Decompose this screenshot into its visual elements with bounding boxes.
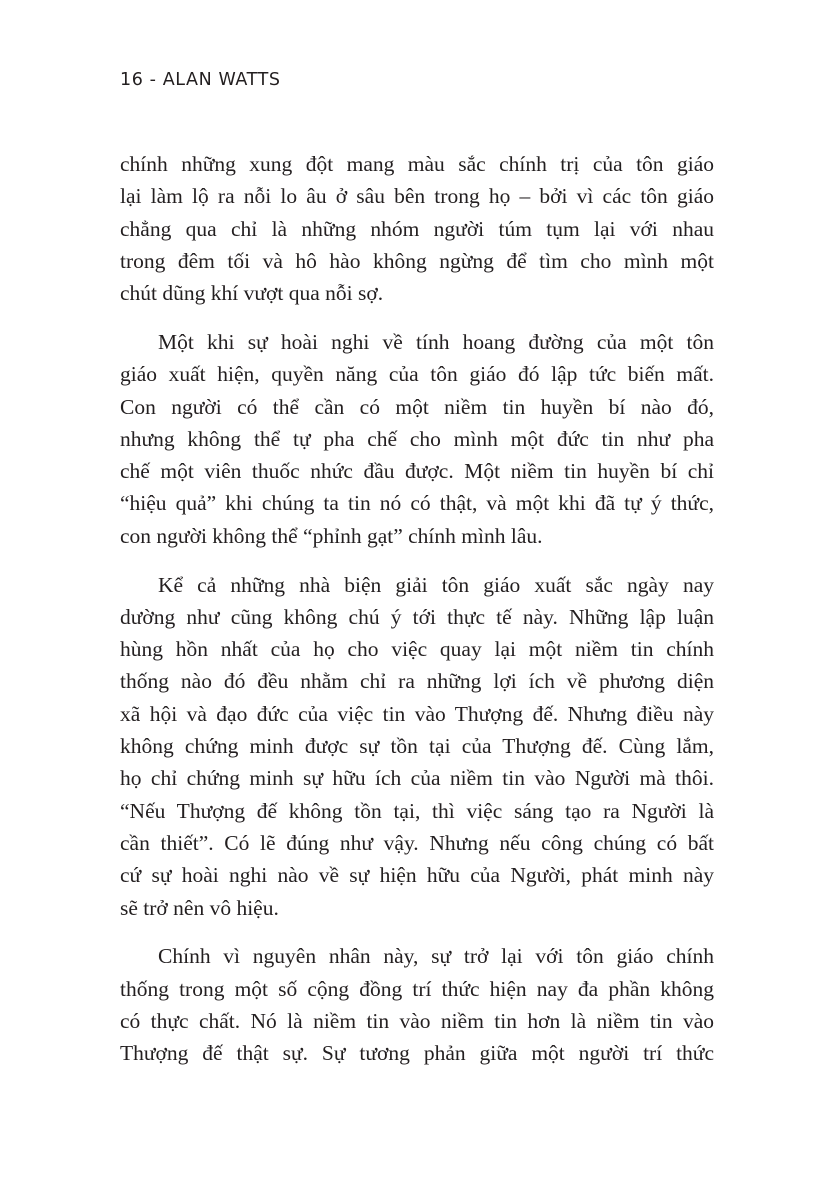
text-line: cứ sự hoài nghi nào về sự hiện hữu của Người, phát minh này — [120, 863, 714, 888]
text-line: cần thiết”. Có lẽ đúng như vậy. Nhưng nếu công chúng có bất — [120, 830, 714, 855]
text-line: con người không thể “phỉnh gạt” chính mình lâu. — [120, 523, 543, 548]
text-line: “hiệu quả” khi chúng ta tin nó có thật, và một khi đã tự ý thức, — [120, 491, 714, 516]
text-line: Con người có thể cần có một niềm tin huyền bí nào đó, — [120, 394, 714, 419]
text-line: sẽ trở nên vô hiệu. — [120, 895, 279, 920]
header-separator: - — [149, 70, 157, 90]
text-line: giáo xuất hiện, quyền năng của tôn giáo đó lập tức biến mất. — [120, 362, 714, 387]
text-line: trong đêm tối và hô hào không ngừng để tìm cho mình một — [120, 248, 714, 273]
text-line: không chứng minh được sự tồn tại của Thượng đế. Cùng lắm, — [120, 734, 714, 759]
text-line: Kể cả những nhà biện giải tôn giáo xuất sắc ngày nay — [158, 572, 714, 597]
text-line: Chính vì nguyên nhân này, sự trở lại với tôn giáo chính — [158, 944, 714, 969]
text-line: hùng hồn nhất của họ cho việc quay lại một niềm tin chính — [120, 637, 714, 662]
text-line: chính những xung đột mang màu sắc chính trị của tôn giáo — [120, 152, 714, 176]
text-line: chẳng qua chỉ là những nhóm người túm tụm lại với nhau — [120, 216, 714, 241]
author-name: ALAN WATTS — [162, 70, 281, 90]
text-line: thống trong một số cộng đồng trí thức hiện nay đa phần không — [120, 976, 714, 1001]
text-line: chút dũng khí vượt qua nỗi sợ. — [120, 281, 384, 306]
text-line: lại làm lộ ra nỗi lo âu ở sâu bên trong họ – bởi vì các tôn giáo — [120, 184, 714, 209]
paragraph-2 — [120, 326, 714, 552]
running-header — [120, 70, 281, 90]
text-line: họ chỉ chứng minh sự hữu ích của niềm tin vào Người mà thôi. — [120, 766, 714, 791]
text-line: Một khi sự hoài nghi về tính hoang đường của một tôn — [158, 329, 714, 354]
text-line: chế một viên thuốc nhức đầu được. Một niềm tin huyền bí chỉ — [120, 459, 714, 484]
body-text — [120, 148, 714, 1086]
text-line: thống nào đó đều nhằm chỉ ra những lợi ích về phương diện — [120, 669, 714, 694]
paragraph-1 — [120, 148, 714, 309]
paragraph-4 — [120, 940, 714, 1069]
text-line: xã hội và đạo đức của việc tin vào Thượng đế. Nhưng điều này — [120, 701, 714, 726]
page-number: 16 — [120, 70, 144, 90]
text-line: dường như cũng không chú ý tới thực tế này. Những lập luận — [120, 604, 714, 629]
paragraph-3 — [120, 569, 714, 924]
text-line: có thực chất. Nó là niềm tin vào niềm tin hơn là niềm tin vào — [120, 1008, 714, 1033]
text-line: “Nếu Thượng đế không tồn tại, thì việc sáng tạo ra Người là — [120, 798, 714, 823]
text-line: nhưng không thể tự pha chế cho mình một đức tin như pha — [120, 426, 714, 451]
text-line: Thượng đế thật sự. Sự tương phản giữa một người trí thức — [120, 1041, 714, 1066]
